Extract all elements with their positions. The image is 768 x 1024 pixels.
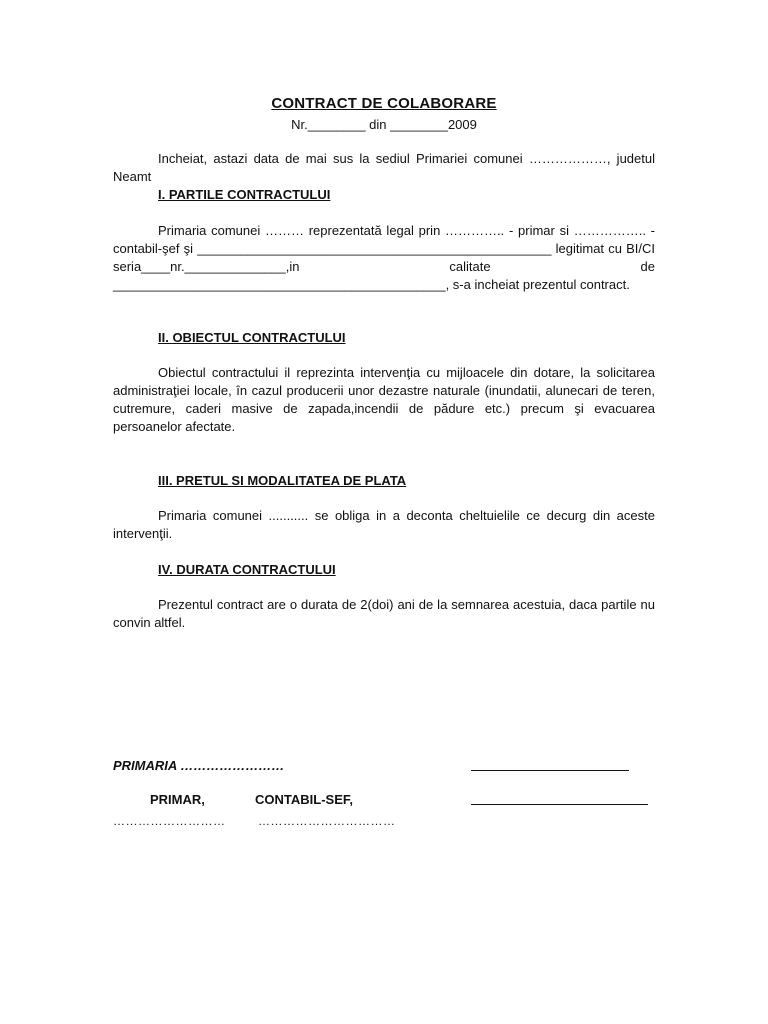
section-paragraph-duration: Prezentul contract are o durata de 2(doi) ani de la semnarea acestuia, daca partile nu convin altfel.: [113, 597, 655, 630]
section-paragraph-parties: Primaria comunei ……… reprezentată legal prin ………….. - primar si …………….. - contabil-şef şi _________________________________________________ legitimat cu BI/CI seria____nr.______________,in calitate de ______________________________________________, s-a incheiat prezentul contract.: [113, 223, 655, 292]
section-heading-parties: I. PARTILE CONTRACTULUI: [158, 187, 331, 202]
section-paragraph-object: Obiectul contractului il reprezinta intervenţia cu mijloacele din dotare, la solicitarea administraţiei locale, în cazul producerii unor dezastre naturale (inundatii, alunecari de teren, cutremure, caderi masive de zapada,incendii de pădure etc.) precum şi evacuarea persoanelor afectate.: [113, 365, 655, 434]
signature-primar-label: PRIMAR,: [150, 792, 205, 807]
section-paragraph-price: Primaria comunei ........... se obliga in a deconta cheltuielile ce decurg din aceste intervenţii.: [113, 508, 655, 541]
signature-primaria-label: PRIMARIA ……………………: [113, 758, 285, 773]
section-heading-duration: IV. DURATA CONTRACTULUI: [158, 562, 336, 577]
signature-primar-dots: ………………………: [113, 814, 226, 828]
contract-title: CONTRACT DE COLABORARE: [271, 95, 497, 112]
contract-number-line: Nr.________ din ________2009: [291, 117, 477, 132]
section-heading-price: III. PRETUL SI MODALITATEA DE PLATA: [158, 473, 407, 488]
signature-contabil-dots: ……………………………: [258, 814, 396, 828]
signature-line-1: [471, 770, 629, 771]
signature-contabil-label: CONTABIL-SEF,: [255, 792, 353, 807]
intro-paragraph: Incheiat, astazi data de mai sus la sediul Primariei comunei ………………, judetul Neamt: [113, 151, 655, 184]
signature-line-2: [471, 804, 648, 805]
section-heading-object: II. OBIECTUL CONTRACTULUI: [158, 330, 346, 345]
